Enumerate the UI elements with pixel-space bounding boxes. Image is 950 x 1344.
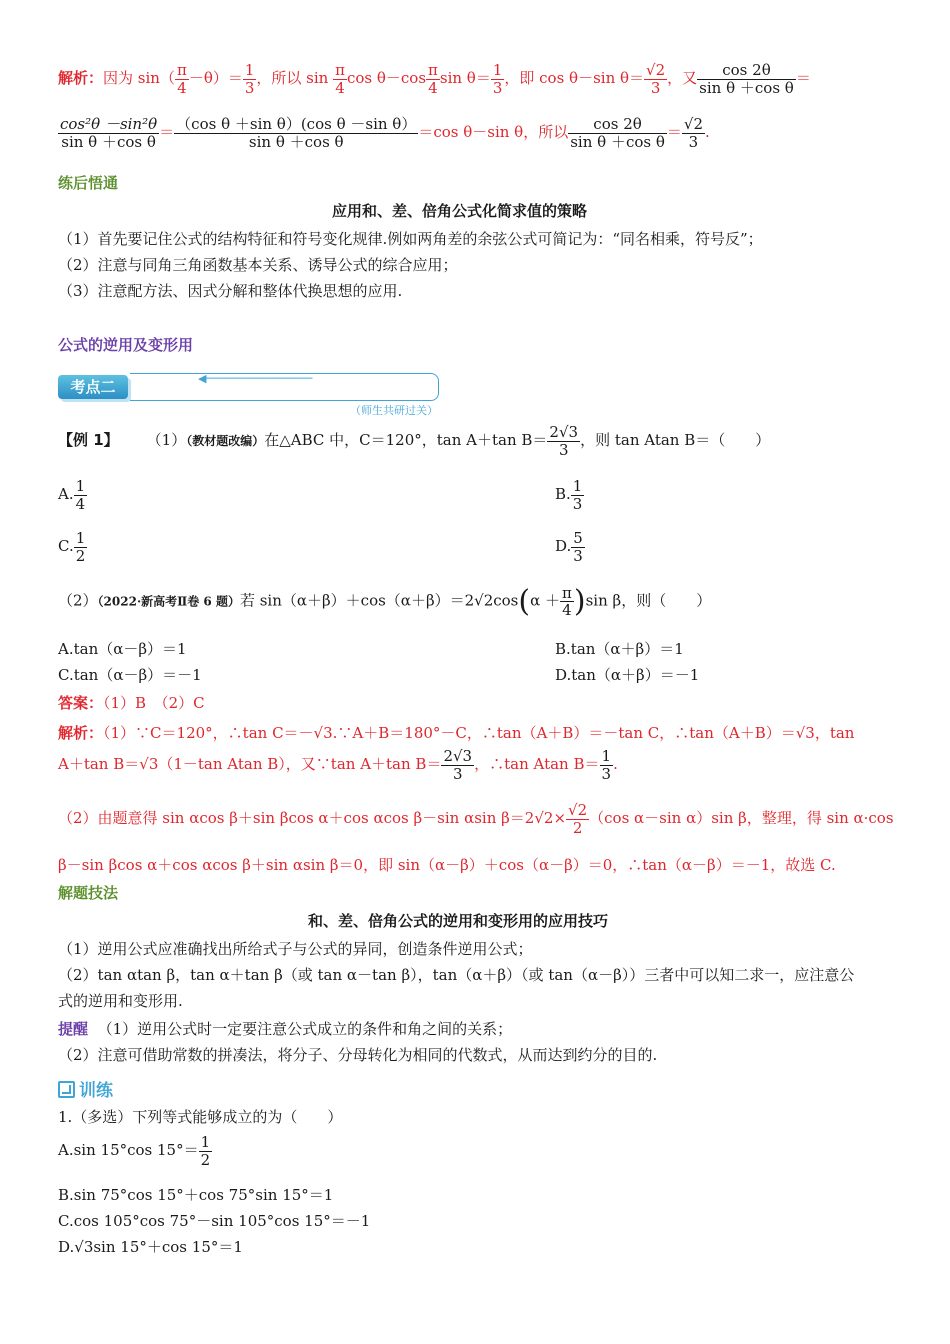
example2-option-a[interactable]: A.tan（α－β）＝1 — [58, 640, 187, 658]
example1-option-d[interactable]: D. $\frac{5}{3}$ — [555, 529, 583, 565]
example1-q2: （2）（2022·新高考Ⅱ卷 6 题）若 sin（α＋β）＋cos（α＋β）＝2√2cos(α ＋ $\frac{\pi}{4}$ )sin β，则（ ） — [58, 583, 712, 619]
technique-item-3: 式的逆用和变形用. — [58, 992, 183, 1010]
after-practice-label: 练后悟通 — [58, 174, 119, 192]
technique-item-1: （1）逆用公式应准确找出所给式子与公式的异同，创造条件逆用公式； — [58, 940, 533, 958]
technique-item-2: （2）tan αtan β，tan α＋tan β（或 tan α－tan β），tan（α＋β）（或 tan（α－β））三者中可以知二求一，应注意公 — [58, 966, 855, 984]
solution1-line1: 解析：因为 sin（ $\frac{\pi}{4}$ －θ）＝ $\frac{1}{3}$ ，所以 sin $\frac{\pi}{4}$ cos θ－cos $\frac{\pi}{4}$ sin θ＝ $\frac{1}{3}$ ，即 cos θ－sin θ＝ $\frac{√2}{3}$ ，又 $\frac{\cos 2\theta}{\text{sin θ ＋cos θ}}$ ＝ — [58, 61, 811, 97]
reminder-line-2: （2）注意可借助常数的拼凑法，将分子、分母转化为相同的代数式，从而达到约分的目的. — [58, 1046, 658, 1064]
after-practice-item-2: （2）注意与同角三角函数基本关系、诱导公式的综合应用； — [58, 256, 458, 274]
solution2-line2: A＋tan B＝√3（1－tan Atan B），又∵tan A＋tan B＝ $\frac{2√3}{3}$ ，∴tan Atan B＝ $\frac{1}{3}$ . — [58, 747, 618, 783]
training-q1: 1.（多选）下列等式能够成立的为（ ） — [58, 1108, 343, 1126]
answer-line: 答案：（1）B （2）C — [58, 694, 205, 712]
technique-title: 和、差、倍角公式的逆用和变形用的应用技巧 — [308, 912, 609, 930]
training-option-b[interactable]: B.sin 75°cos 15°＋cos 75°sin 15°＝1 — [58, 1186, 334, 1204]
training-header: 训练 — [58, 1076, 113, 1101]
training-option-d[interactable]: D.√3sin 15°＋cos 15°＝1 — [58, 1238, 243, 1256]
after-practice-item-1: （1）首先要记住公式的结构特征和符号变化规律.例如两角差的余弦公式可简记为：“同名相乘，符号反”； — [58, 230, 763, 248]
after-practice-item-3: （3）注意配方法、因式分解和整体代换思想的应用. — [58, 282, 403, 300]
section-title: 公式的逆用及变形用 — [58, 336, 194, 354]
training-icon — [58, 1081, 75, 1098]
training-option-c[interactable]: C.cos 105°cos 75°－sin 105°cos 15°＝－1 — [58, 1212, 371, 1230]
example2-option-b[interactable]: B.tan（α＋β）＝1 — [555, 640, 684, 658]
example1-option-b[interactable]: B. $\frac{1}{3}$ — [555, 477, 583, 513]
solution-label: 解析： — [58, 69, 104, 87]
kaodian-subtitle: （师生共研过关） — [350, 404, 438, 417]
technique-label: 解题技法 — [58, 884, 119, 902]
example2-option-c[interactable]: C.tan（α－β）＝－1 — [58, 666, 202, 684]
example1-option-c[interactable]: C. $\frac{1}{2}$ — [58, 529, 86, 565]
solution1-line2: $\frac{\text{cos²θ －sin²θ}}{\text{sin θ ＋cos θ}}$ ＝ $\frac{\text{（cos θ ＋sin θ）(cos θ －sin θ）}}{\text{sin θ ＋cos θ}}$ ＝cos θ－sin θ，所以 $\frac{\cos 2\theta}{\text{sin θ ＋cos θ}}$ ＝ $\frac{√2}{3}$ . — [60, 115, 710, 151]
solution2-line4: β－sin βcos α＋cos αcos β＋sin αsin β＝0，即 sin（α－β）＋cos（α－β）＝0，∴tan（α－β）＝－1，故选 C. — [58, 856, 836, 874]
reminder-line-1: 提醒 （1）逆用公式时一定要注意公式成立的条件和角之间的关系； — [58, 1020, 513, 1038]
example-label: 【例 1】 — [58, 431, 119, 449]
after-practice-title: 应用和、差、倍角公式化简求值的策略 — [332, 202, 588, 220]
arrow-left-icon: ◀──────────────── — [198, 372, 313, 385]
kaodian-banner — [58, 372, 440, 417]
example1-q1: 【例 1】 （1）（教材题改编）在△ABC 中，C＝120°，tan A＋tan B＝ $\frac{2√3}{3}$ ，则 tan Atan B＝（ ） — [58, 423, 771, 459]
solution2-line1: 解析：（1）∵C＝120°，∴tan C＝－√3.∵A＋B＝180°－C，∴tan（A＋B）＝－tan C，∴tan（A＋B）＝√3，tan — [58, 724, 855, 742]
solution2-line3: （2）由题意得 sin αcos β＋sin βcos α＋cos αcos β－sin αsin β＝2√2× $\frac{√2}{2}$ （cos α－sin α）sin β，整理，得 sin α·cos — [58, 801, 894, 837]
training-option-a[interactable]: A.sin 15°cos 15°＝ $\frac{1}{2}$ — [58, 1133, 211, 1169]
example2-option-d[interactable]: D.tan（α＋β）＝－1 — [555, 666, 700, 684]
example1-option-a[interactable]: A. $\frac{1}{4}$ — [58, 477, 86, 513]
kaodian-tag: 考点二 — [58, 375, 128, 399]
